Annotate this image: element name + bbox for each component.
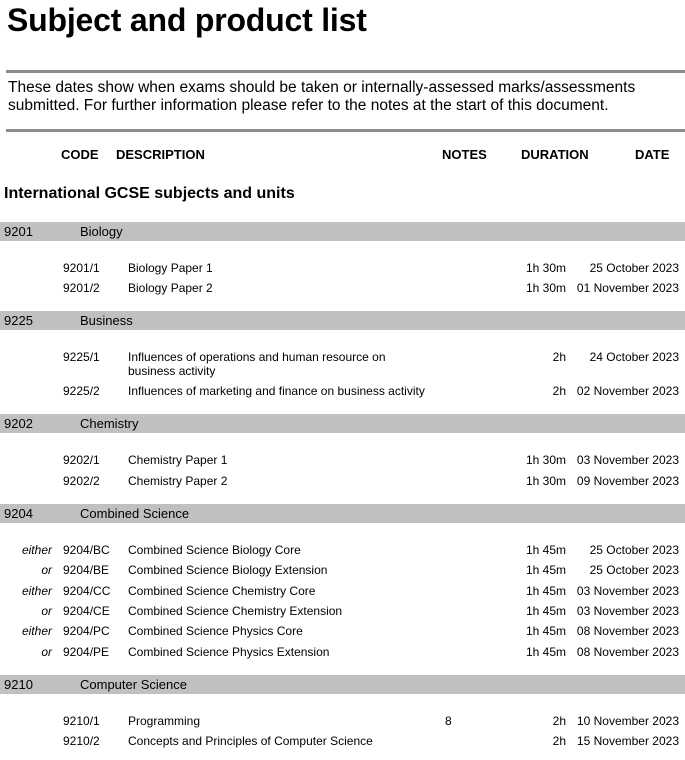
unit-option-prefix: either bbox=[21, 543, 52, 557]
unit-code: 9225/1 bbox=[63, 350, 100, 364]
column-header-code: CODE bbox=[61, 147, 99, 162]
unit-code: 9204/PE bbox=[63, 645, 110, 659]
unit-duration: 1h 45m bbox=[525, 604, 566, 618]
unit-date: 09 November 2023 bbox=[576, 474, 679, 488]
column-header-date: DATE bbox=[635, 147, 670, 162]
subject-band bbox=[0, 414, 685, 433]
unit-date: 08 November 2023 bbox=[576, 645, 679, 659]
unit-description: Combined Science Biology Extension bbox=[128, 563, 328, 577]
unit-code: 9204/BE bbox=[63, 563, 110, 577]
unit-duration: 2h bbox=[552, 734, 566, 748]
bottom-rule bbox=[6, 129, 685, 132]
unit-duration: 2h bbox=[552, 714, 566, 728]
unit-date: 25 October 2023 bbox=[589, 543, 679, 557]
unit-date: 15 November 2023 bbox=[576, 734, 679, 748]
column-header-duration: DURATION bbox=[521, 147, 589, 162]
unit-option-prefix: or bbox=[41, 563, 52, 577]
section-title: International GCSE subjects and units bbox=[4, 185, 295, 202]
subject-code: 9201 bbox=[4, 224, 33, 239]
unit-description: Programming bbox=[128, 714, 201, 728]
subject-band bbox=[0, 222, 685, 241]
unit-code: 9204/CC bbox=[63, 584, 111, 598]
unit-code: 9225/2 bbox=[63, 384, 100, 398]
column-header-notes: NOTES bbox=[442, 147, 487, 162]
unit-date: 24 October 2023 bbox=[589, 350, 679, 364]
unit-option-prefix: either bbox=[21, 584, 52, 598]
unit-duration: 1h 30m bbox=[525, 261, 566, 275]
subject-name: Computer Science bbox=[80, 677, 187, 692]
unit-date: 02 November 2023 bbox=[576, 384, 679, 398]
subject-band bbox=[0, 675, 685, 694]
unit-duration: 1h 45m bbox=[525, 563, 566, 577]
column-header-description: DESCRIPTION bbox=[116, 147, 205, 162]
unit-description: Combined Science Physics Extension bbox=[128, 645, 330, 659]
unit-date: 25 October 2023 bbox=[589, 563, 679, 577]
subject-code: 9202 bbox=[4, 416, 33, 431]
subject-code: 9225 bbox=[4, 313, 33, 328]
unit-option-prefix: or bbox=[41, 645, 52, 659]
unit-date: 08 November 2023 bbox=[576, 624, 679, 638]
unit-duration: 2h bbox=[552, 384, 566, 398]
unit-duration: 1h 45m bbox=[525, 624, 566, 638]
unit-description: Influences of marketing and finance on business activity bbox=[128, 384, 425, 398]
unit-description: Combined Science Chemistry Extension bbox=[128, 604, 343, 618]
unit-duration: 1h 45m bbox=[525, 543, 566, 557]
subject-code: 9210 bbox=[4, 677, 33, 692]
unit-code: 9210/2 bbox=[63, 734, 100, 748]
page-title: Subject and product list bbox=[7, 2, 367, 38]
unit-duration: 1h 30m bbox=[525, 281, 566, 295]
subject-name: Biology bbox=[80, 224, 123, 239]
subject-name: Combined Science bbox=[80, 506, 190, 521]
unit-duration: 2h bbox=[552, 350, 566, 364]
unit-code: 9202/2 bbox=[63, 474, 100, 488]
unit-code: 9201/2 bbox=[63, 281, 100, 295]
unit-description: Combined Science Chemistry Core bbox=[128, 584, 316, 598]
unit-option-prefix: either bbox=[21, 624, 52, 638]
unit-description: Influences of operations and human resource on business activity bbox=[128, 350, 386, 378]
unit-description: Combined Science Biology Core bbox=[128, 543, 301, 557]
unit-duration: 1h 45m bbox=[525, 584, 566, 598]
unit-code: 9210/1 bbox=[63, 714, 100, 728]
unit-duration: 1h 30m bbox=[525, 453, 566, 467]
unit-code: 9204/PC bbox=[63, 624, 110, 638]
unit-date: 25 October 2023 bbox=[589, 261, 679, 275]
unit-description: Biology Paper 1 bbox=[128, 261, 213, 275]
unit-code: 9204/BC bbox=[63, 543, 110, 557]
unit-notes: 8 bbox=[445, 714, 452, 728]
subject-name: Chemistry bbox=[80, 416, 139, 431]
top-rule bbox=[6, 70, 685, 73]
subject-name: Business bbox=[80, 313, 133, 328]
unit-description: Combined Science Physics Core bbox=[128, 624, 303, 638]
unit-date: 03 November 2023 bbox=[576, 604, 679, 618]
unit-date: 03 November 2023 bbox=[576, 453, 679, 467]
unit-description: Chemistry Paper 1 bbox=[128, 453, 228, 467]
unit-duration: 1h 30m bbox=[525, 474, 566, 488]
unit-option-prefix: or bbox=[41, 604, 52, 618]
unit-duration: 1h 45m bbox=[525, 645, 566, 659]
unit-date: 10 November 2023 bbox=[576, 714, 679, 728]
unit-description: Concepts and Principles of Computer Science bbox=[128, 734, 373, 748]
subject-band bbox=[0, 311, 685, 330]
unit-date: 01 November 2023 bbox=[576, 281, 679, 295]
unit-code: 9202/1 bbox=[63, 453, 100, 467]
unit-description: Biology Paper 2 bbox=[128, 281, 213, 295]
unit-code: 9204/CE bbox=[63, 604, 110, 618]
intro-text: These dates show when exams should be taken or internally-assessed marks/assessments submitted. For further information please refer to the notes at the start of this document. bbox=[8, 79, 636, 114]
subject-code: 9204 bbox=[4, 506, 33, 521]
unit-code: 9201/1 bbox=[63, 261, 100, 275]
unit-date: 03 November 2023 bbox=[576, 584, 679, 598]
subject-band bbox=[0, 504, 685, 523]
unit-description: Chemistry Paper 2 bbox=[128, 474, 228, 488]
